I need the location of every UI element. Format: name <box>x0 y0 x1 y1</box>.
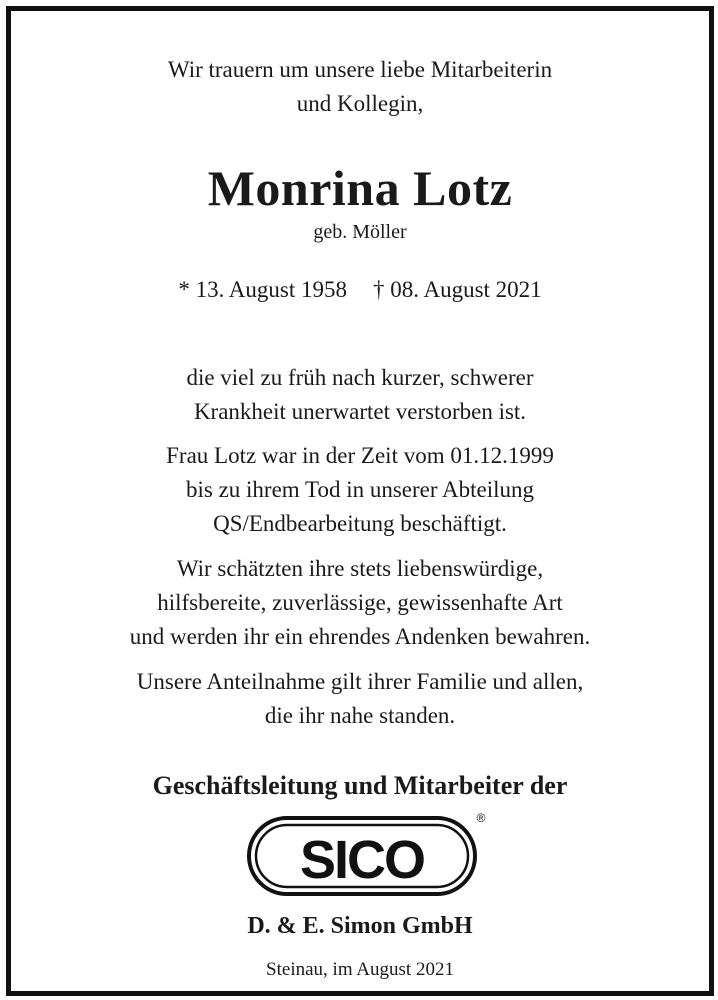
logo-text: SICO <box>299 830 425 890</box>
paragraph-1-line-1: die viel zu früh nach kurzer, schwerer <box>186 365 534 390</box>
paragraph-4-line-2: die ihr nahe standen. <box>264 703 456 728</box>
intro-line-1: Wir trauern um unsere liebe Mitarbeiterin <box>167 57 553 82</box>
paragraph-3-line-2: hilfsbereite, zuverlässige, gewissenhafte Art <box>157 590 563 615</box>
paragraph-2-line-2: bis zu ihrem Tod in unserer Abteilung <box>185 477 535 502</box>
paragraph-3-line-3: und werden ihr ein ehrendes Andenken bewahren. <box>129 624 591 649</box>
signature-heading: Geschäftsleitung und Mitarbeiter der <box>152 771 568 800</box>
paragraph-1-line-2: Krankheit unerwartet verstorben ist. <box>193 399 527 424</box>
sico-logo <box>247 808 487 900</box>
birth-date: * 13. August 1958 <box>178 277 347 302</box>
death-date: † 08. August 2021 <box>373 277 542 302</box>
obituary-frame <box>6 6 714 996</box>
paragraph-2-line-3: QS/Endbearbeitung beschäftigt. <box>213 511 507 536</box>
obituary-content <box>11 11 709 991</box>
company-name: D. & E. Simon GmbH <box>247 913 473 939</box>
deceased-name: Monrina Lotz <box>207 160 513 216</box>
birth-name: geb. Möller <box>313 221 407 243</box>
registered-mark: ® <box>476 811 486 825</box>
place-date: Steinau, im August 2021 <box>266 959 454 980</box>
paragraph-4-line-1: Unsere Anteilnahme gilt ihrer Familie und allen, <box>136 669 584 694</box>
life-dates <box>11 277 709 303</box>
paragraph-2-line-1: Frau Lotz war in der Zeit vom 01.12.1999 <box>166 443 554 468</box>
paragraph-3-line-1: Wir schätzten ihre stets liebenswürdige, <box>176 556 544 581</box>
sico-logo-icon <box>247 808 487 900</box>
intro-line-2: und Kollegin, <box>296 91 424 116</box>
